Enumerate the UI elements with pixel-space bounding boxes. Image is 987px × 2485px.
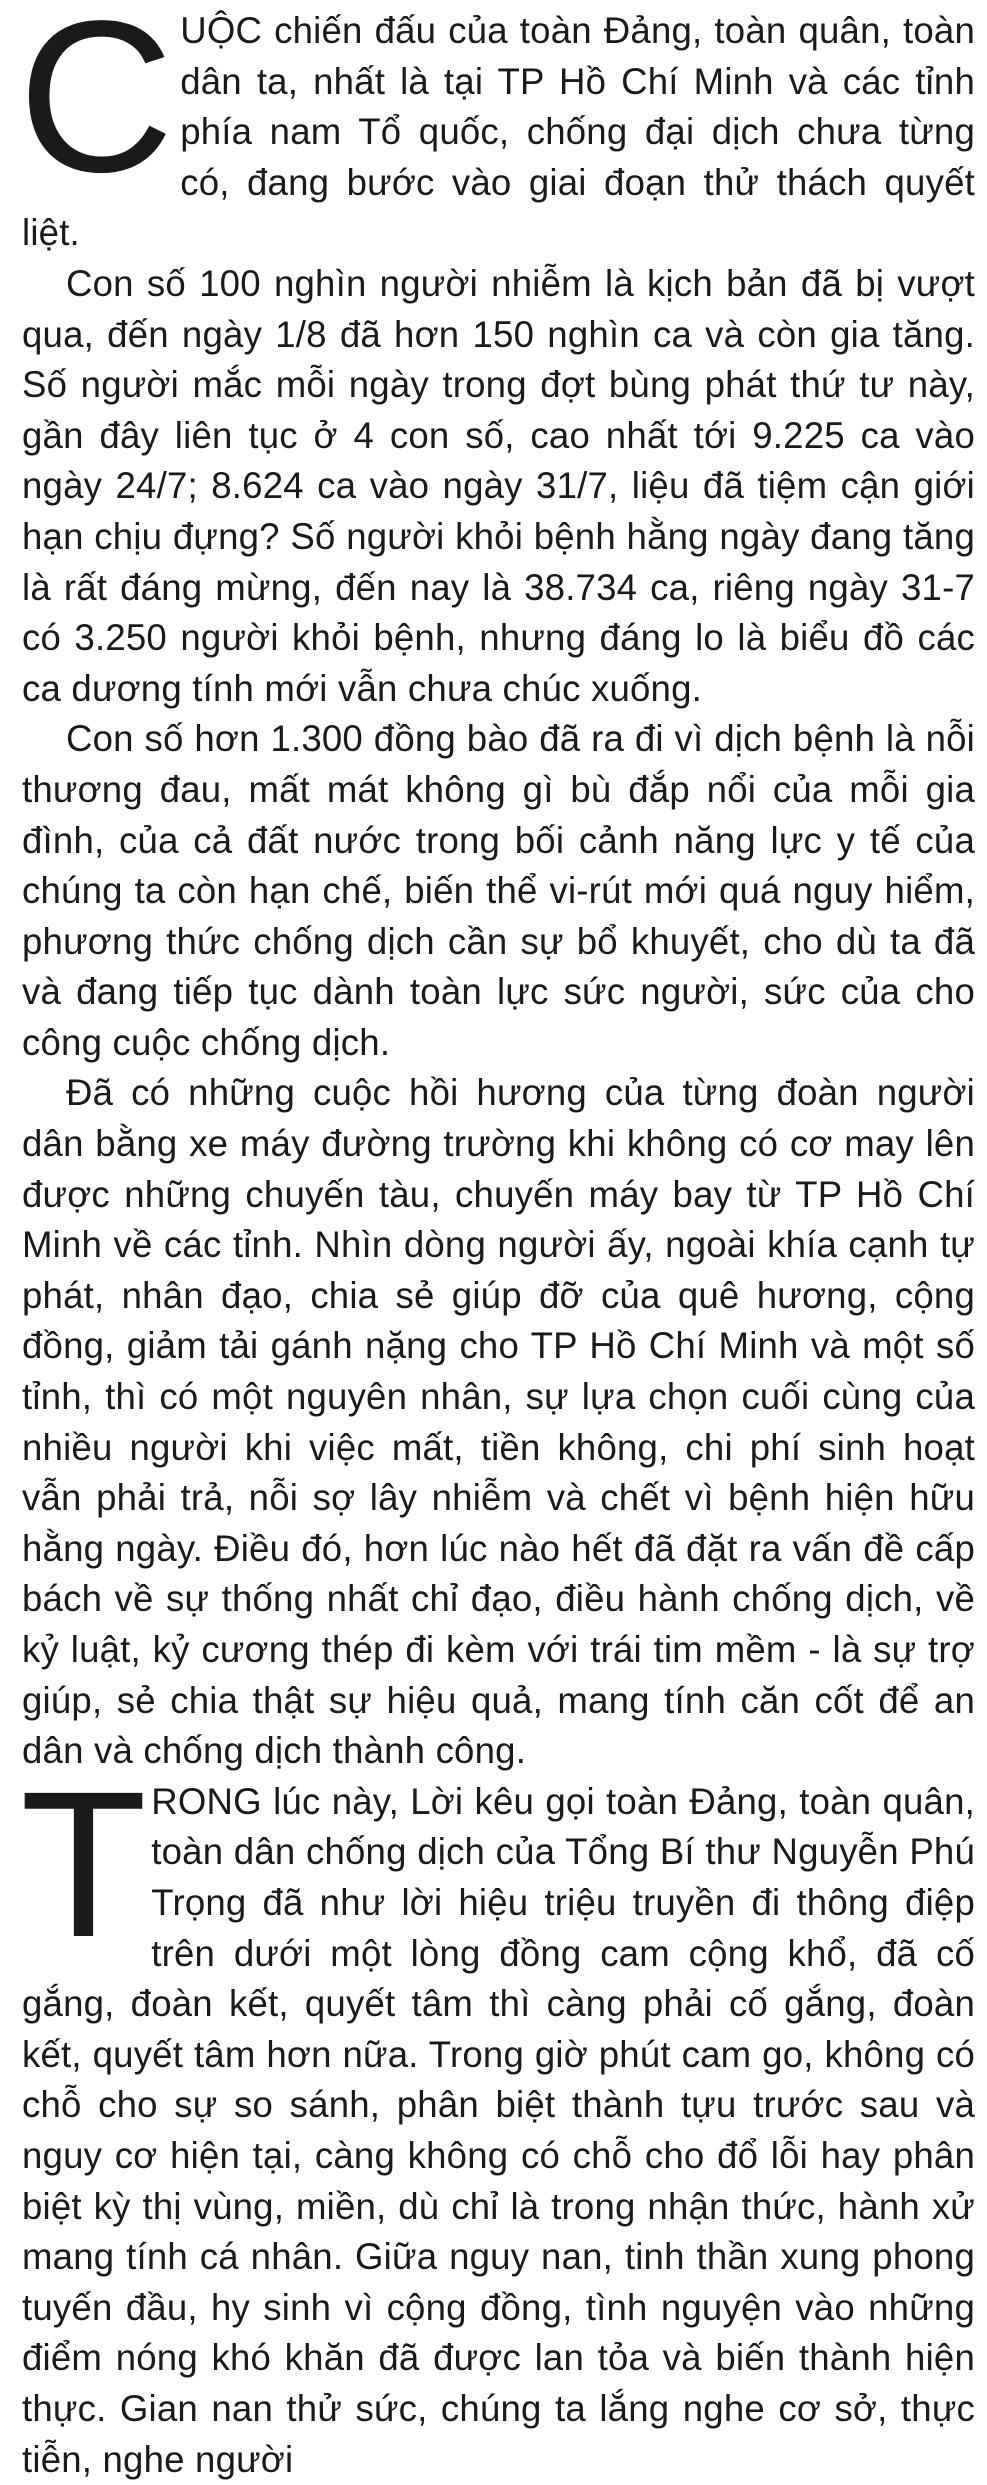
paragraph-5-text: RONG lúc này, Lời kêu gọi toàn Đảng, toàn quân, toàn dân chống dịch của Tổng Bí thư Nguyễn Phú Trọng đã như lời hiệu triệu truyền đi thông điệp trên dưới một lòng đồng cam cộng khổ, đã cố gắng, đoàn kết, quyết tâm thì càng phải cố gắng, đoàn kết, quyết tâm hơn nữa. Trong giờ phút cam go, không có chỗ cho sự so sánh, phân biệt thành tựu trước sau và nguy cơ hiện tại, càng không có chỗ cho đổ lỗi hay phân biệt kỳ thị vùng, miền, dù chỉ là trong nhận thức, hành xử mang tính cá nhân. Giữa nguy nan, tinh thần xung phong tuyến đầu, hy sinh vì cộng đồng, tình nguyện vào những điểm nóng khó khăn đã được lan tỏa và biến thành hiện thực. Gian nan thử sức, chúng ta lắng nghe cơ sở, thực tiễn, nghe người (22, 1780, 975, 2480)
paragraph-1 (18, 0, 975, 259)
paragraph-2 (22, 259, 975, 714)
paragraph-4-text: Đã có những cuộc hồi hương của từng đoàn người dân bằng xe máy đường trường khi không có cơ may lên được những chuyến tàu, chuyến máy bay từ TP Hồ Chí Minh về các tỉnh. Nhìn dòng người ấy, ngoài khía cạnh tự phát, nhân đạo, chia sẻ giúp đỡ của quê hương, cộng đồng, giảm tải gánh nặng cho TP Hồ Chí Minh và một số tỉnh, thì có một nguyên nhân, sự lựa chọn cuối cùng của nhiều người khi việc mất, tiền không, chi phí sinh hoạt vẫn phải trả, nỗi sợ lây nhiễm và chết vì bệnh hiện hữu hằng ngày. Điều đó, hơn lúc nào hết đã đặt ra vấn đề cấp bách về sự thống nhất chỉ đạo, điều hành chống dịch, về kỷ luật, kỷ cương thép đi kèm với trái tim mềm - là sự trợ giúp, sẻ chia thật sự hiệu quả, mang tính căn cốt để an dân và chống dịch thành công. (22, 1072, 975, 1772)
drop-cap-c: C (18, 0, 175, 217)
paragraph-3 (22, 714, 975, 1068)
paragraph-3-text: Con số hơn 1.300 đồng bào đã ra đi vì dịch bệnh là nỗi thương đau, mất mát không gì bù đắp nổi của mỗi gia đình, của cả đất nước trong bối cảnh năng lực y tế của chúng ta còn hạn chế, biến thể vi-rút mới quá nguy hiểm, phương thức chống dịch cần sự bổ khuyết, cho dù ta đã và đang tiếp tục dành toàn lực sức người, sức của cho công cuộc chống dịch. (22, 718, 975, 1063)
drop-cap-t: T (20, 1748, 148, 1981)
paragraph-1-text: UỘC chiến đấu của toàn Đảng, toàn quân, toàn dân ta, nhất là tại TP Hồ Chí Minh và các tỉnh phía nam Tổ quốc, chống đại dịch chưa từng có, đang bước vào giai đoạn thử thách quyết liệt. (22, 10, 975, 254)
paragraph-4 (22, 1068, 975, 1776)
paragraph-5 (20, 1748, 975, 2485)
paragraph-2-text: Con số 100 nghìn người nhiễm là kịch bản đã bị vượt qua, đến ngày 1/8 đã hơn 150 nghìn ca và còn gia tăng. Số người mắc mỗi ngày trong đợt bùng phát thứ tư này, gần đây liên tục ở 4 con số, cao nhất tới 9.225 ca vào ngày 24/7; 8.624 ca vào ngày 31/7, liệu đã tiệm cận giới hạn chịu đựng? Số người khỏi bệnh hằng ngày đang tăng là rất đáng mừng, đến nay là 38.734 ca, riêng ngày 31-7 có 3.250 người khỏi bệnh, nhưng đáng lo là biểu đồ các ca dương tính mới vẫn chưa chúc xuống. (22, 262, 975, 709)
